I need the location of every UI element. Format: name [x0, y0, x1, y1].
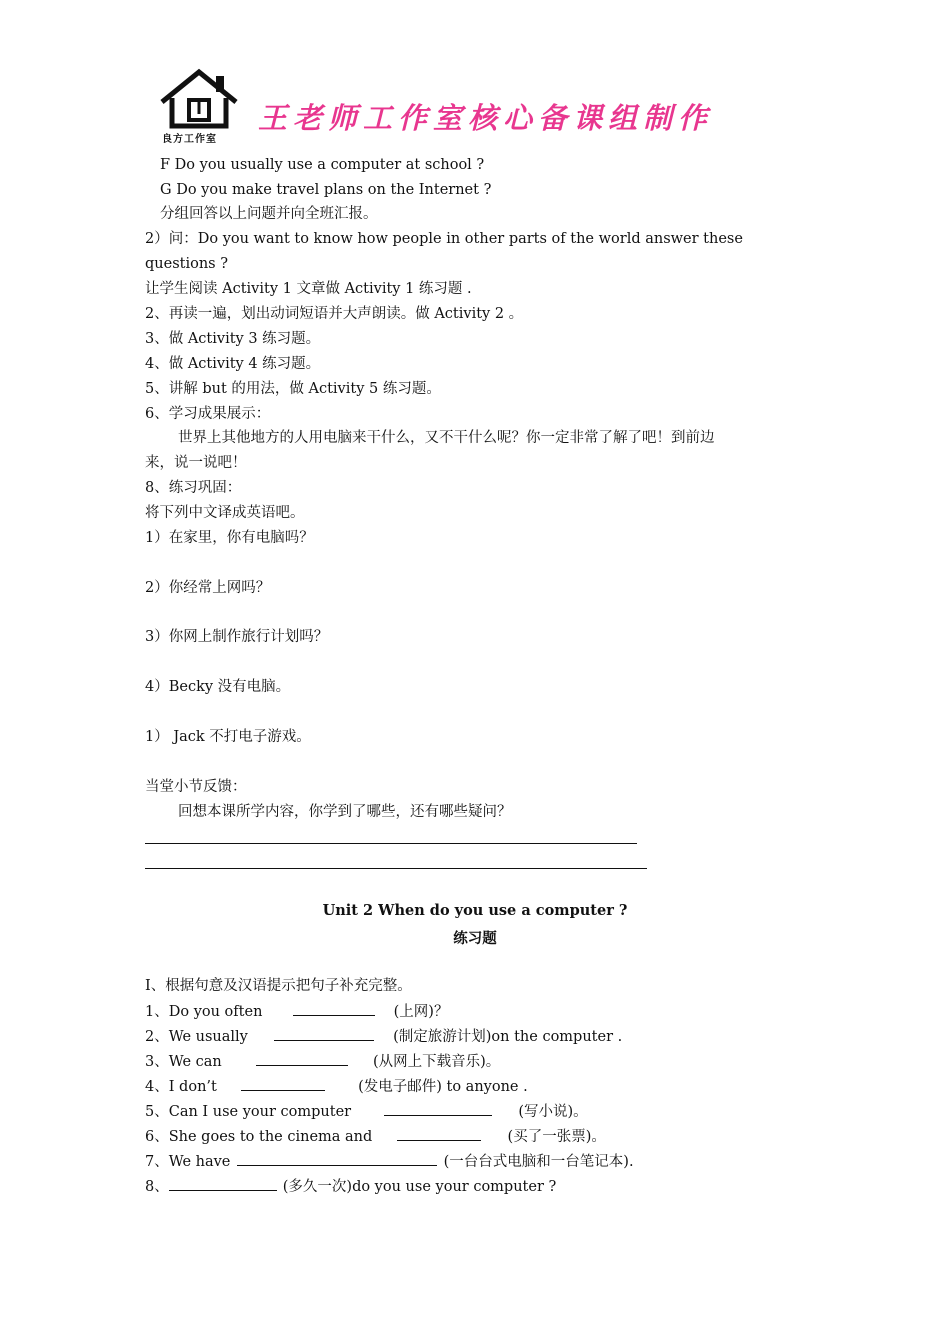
step-2: 2、再读一遍，划出动词短语并大声朗读。做 Activity 2 。 [145, 306, 524, 322]
question-f: F Do you usually use a computer at school ? [160, 157, 485, 173]
step-8: 8、练习巩固： [145, 480, 242, 496]
feedback-prompt: 回想本课所学内容，你学到了哪些，还有哪些疑问？ [178, 804, 512, 820]
translate-item-2: 2）你经常上网吗？ [145, 580, 271, 596]
show-paragraph-cont: 来，说一说吧！ [145, 455, 247, 471]
step-3: 3、做 Activity 3 练习题。 [145, 331, 321, 347]
exercise-instruction: I、根据句意及汉语提示把句子补充完整。 [145, 978, 412, 994]
answer-blank [169, 1176, 277, 1191]
show-paragraph: 世界上其他地方的人用电脑来干什么，又不干什么呢？你一定非常了解了吧！到前边 [178, 430, 715, 446]
exercise-item: 3、We can (从网上下载音乐)。 [145, 1051, 500, 1072]
exercise-subtitle: 练习题 [453, 930, 497, 947]
exercise-item: 7、We have (一台台式电脑和一台笔记本). [145, 1151, 634, 1172]
translate-instruction: 将下列中文译成英语吧。 [145, 505, 305, 521]
answer-blank [397, 1126, 481, 1141]
translate-item-3: 3）你网上制作旅行计划吗？ [145, 629, 329, 645]
exercise-item: 5、Can I use your computer (写小说)。 [145, 1101, 588, 1122]
exercise-item: 4、I don’t (发电子邮件) to anyone . [145, 1076, 528, 1097]
exercise-item: 8、 (多久一次)do you use your computer ? [145, 1176, 556, 1197]
exercise-item: 1、Do you often (上网)？ [145, 1001, 448, 1022]
answer-line-2 [145, 868, 647, 869]
answer-line-1 [145, 843, 637, 844]
feedback-heading: 当堂小节反馈： [145, 779, 247, 795]
answer-blank [256, 1051, 348, 1066]
translate-item-5: 1） Jack 不打电子游戏。 [145, 729, 311, 745]
answer-blank [384, 1101, 492, 1116]
reading-line: 让学生阅读 Activity 1 文章做 Activity 1 练习题 . [145, 281, 472, 297]
translate-item-4: 4）Becky 没有电脑。 [145, 679, 291, 695]
ask-line-cont: questions ? [145, 256, 228, 272]
step-5: 5、讲解 but 的用法，做 Activity 5 练习题。 [145, 381, 441, 397]
answer-blank [293, 1001, 375, 1016]
ask-line: 2）问：Do you want to know how people in other parts of the world answer these [145, 231, 743, 247]
step-4: 4、做 Activity 4 练习题。 [145, 356, 321, 372]
step-6: 6、学习成果展示： [145, 406, 271, 422]
answer-blank [241, 1076, 325, 1091]
exercise-title: Unit 2 When do you use a computer ? [322, 902, 628, 919]
group-answer-line: 分组回答以上问题并向全班汇报。 [160, 206, 378, 222]
answer-blank [274, 1026, 374, 1041]
answer-blank [237, 1151, 437, 1166]
banner-title: 王老师工作室核心备课组制作 [258, 101, 714, 135]
exercise-item: 2、We usually (制定旅游计划)on the computer . [145, 1026, 622, 1047]
logo-caption: 良方工作室 [162, 134, 217, 145]
exercise-item: 6、She goes to the cinema and (买了一张票)。 [145, 1126, 606, 1147]
translate-item-1: 1）在家里，你有电脑吗？ [145, 530, 314, 546]
question-g: G Do you make travel plans on the Internet ? [160, 182, 492, 198]
